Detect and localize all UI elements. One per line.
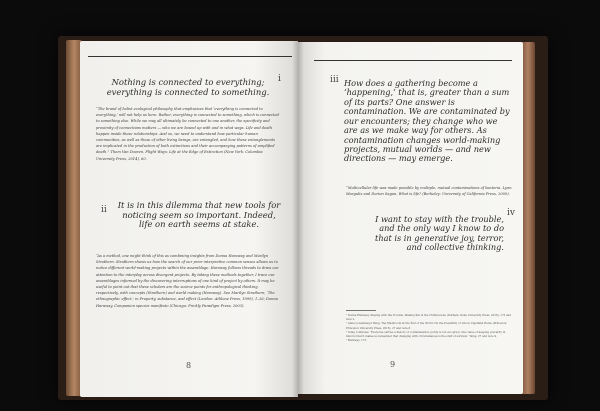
footnotes [346,314,512,343]
book-cover-right-edge [521,42,535,394]
footnote-1: ¹ Donna Haraway, Staying with the Trouble: Making Kin in the Chthulucene (Durham: Duke University Press, 2016), 173 and note 2. [346,314,511,322]
page-number-left: 8 [186,361,192,370]
section-numeral-i: i [278,74,281,84]
section-ii-body: “As a method, one might think of this as combining insights from Donna Haraway and Marilyn Strathern. Strathern shows us how the search of our prior interpretive common senses allows us to notice different world-making projects within the assemblage. Haraway follows threads to draw our attention to the interplay across divergent projects. By taking these methods together, I trace our assemblages informed by the discovering interruptions of one kind of project by others. It may be useful to point out that these scholars are the source points for anthropological thinking, respectively, with concepts (Strathern) and world making (Haraway). See Marilyn Strathern, ‘The ethnographic effect,’ in Property, substance, and effect (London: Athlone Press, 1999), 1–26; Donna Haraway, Companion species manifesto (Chicago: Prickly Paradigm Press, 2003). [96,254,279,308]
top-rule [88,56,292,57]
footnote-3: ³ Tsing continues: ‘Everyone carries a history of contamination; purity is not an option. One value of keeping precarity in mind is that it makes us remember that changing with circumstances is the stuff of survival.’ Tsing, 27 and note 9. [346,330,506,339]
left-page [80,41,298,397]
section-numeral-ii: ii [101,205,107,215]
footnote-4: ⁴ Haraway, 173. [346,339,367,343]
footnote-2: ² Anna Lowenhaupt Tsing, The Mushroom at the End of the World: On the Possibility of Life in Capitalist Ruins (Princeton: Princeton University Press, 2015), 27 and note 8. [346,322,508,330]
section-iv-heading: I want to stay with the trouble, and the only way I know to do that is in generative joy, terror, and collective thinking. [375,214,504,253]
top-rule [314,60,512,61]
section-i-heading: Nothing is connected to everything; everything is connected to something. [106,77,270,97]
section-ii-heading: It is in this dilemma that new tools for noticing seem so important. Indeed, life on earth seems at stake. [117,200,281,230]
page-number-right: 9 [390,360,396,369]
section-iii-body: “Multicellular life was made possible by multiple, mutual contaminations of bacteria. Lynn Margulis and Dorion Sagan, What is life? (Berkeley: University of California Press, 2000). [346,186,512,197]
section-numeral-iv: iv [507,208,515,218]
book-gutter [292,41,304,397]
section-iii-heading: How does a gathering become a ‘happening,’ that is, greater than a sum of its parts? One answer is contamination. We are contaminated by our encounters; they change who we are as we make way for others. As contamination changes world-making projects, mutual worlds — and new directions — may emerge. [344,78,510,164]
section-numeral-iii: iii [330,75,339,85]
footnote-rule [346,310,376,311]
section-i-body: “The brand of holist ecological philosophy that emphasizes that ‘everything is connected to everything,’ will not help us here. Rather, everything is connected to something, which is connected to something else. While we may all ultimately be connected to one another, the specificity and proximity of connections matters — who we are bound up with and in what ways. Life and death happen inside these relationships. And so, we need to understand how particular human communities, as well as those of other living beings, are entangled, and how these entanglements are implicated in the production of both extinctions and their accompanying patterns of amplified death.” Thom Van Dooren, Flight Ways: Life at the Edge of Extinction (New York: Columbia University Press, 2014), 60. [96,107,279,161]
right-page [298,42,523,394]
